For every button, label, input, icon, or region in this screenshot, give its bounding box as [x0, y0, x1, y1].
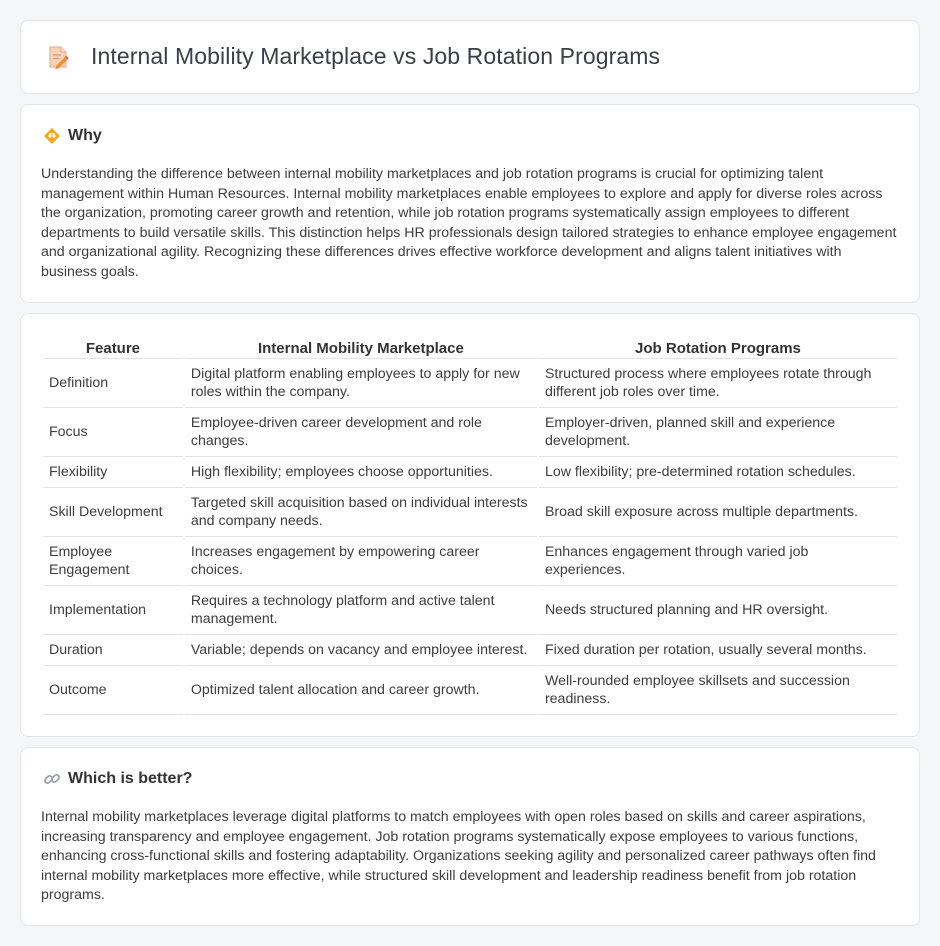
page-title: Internal Mobility Marketplace vs Job Rotation Programs: [91, 43, 661, 69]
why-text: Understanding the difference between internal mobility marketplaces and job rotation programs is crucial for optimizing talent management within Human Resources. Internal mobility marketplaces enable employees to explore and apply for diverse roles across the organization, promoting career growth and retention, while job rotation programs systematically assign employees to different departments to build versatile skills. This distinction helps HR professionals design tailored strategies to enhance employee engagement and organizational agility. Recognizing these differences drives effective workforce development and aligns talent initiatives with business goals.: [41, 166, 897, 280]
table-row: [43, 666, 897, 715]
column-header-rotation: Job Rotation Programs: [539, 334, 897, 359]
feature-cell: Skill Development: [43, 488, 183, 537]
marketplace-cell: High flexibility; employees choose opportunities.: [185, 457, 537, 488]
title-row: [45, 43, 660, 70]
table-row: [43, 488, 897, 537]
marketplace-cell: Optimized talent allocation and career growth.: [185, 666, 537, 715]
link-icon: [43, 770, 61, 788]
column-header-marketplace: Internal Mobility Marketplace: [185, 334, 537, 359]
feature-cell: Employee Engagement: [43, 537, 183, 586]
header-card: [20, 20, 920, 94]
marketplace-cell: Requires a technology platform and active talent management.: [185, 586, 537, 635]
table-row: [43, 537, 897, 586]
table-row: [43, 586, 897, 635]
marketplace-cell: Increases engagement by empowering career choices.: [185, 537, 537, 586]
why-heading: [43, 127, 102, 145]
comparison-table: [41, 334, 899, 715]
rotation-cell: Needs structured planning and HR oversight.: [539, 586, 897, 635]
table-row: [43, 359, 897, 408]
better-text: Internal mobility marketplaces leverage digital platforms to match employees with open roles based on skills and career aspirations, increasing transparency and employee engagement. Job rotation programs systematically expose employees to various functions, enhancing cross-functional skills and fostering adaptability. Organizations seeking agility and personalized career pathways often find internal mobility marketplaces more effective, while structured skill development and leadership readiness benefit from job rotation programs.: [41, 809, 876, 903]
why-section: [20, 104, 920, 303]
rotation-cell: Fixed duration per rotation, usually several months.: [539, 635, 897, 666]
rotation-cell: Low flexibility; pre-determined rotation schedules.: [539, 457, 897, 488]
feature-cell: Definition: [43, 359, 183, 408]
feature-cell: Focus: [43, 408, 183, 457]
rotation-cell: Broad skill exposure across multiple departments.: [539, 488, 897, 537]
marketplace-cell: Targeted skill acquisition based on individual interests and company needs.: [185, 488, 537, 537]
column-header-feature: Feature: [43, 334, 183, 359]
feature-cell: Implementation: [43, 586, 183, 635]
table-header-row: [43, 334, 897, 359]
rotation-cell: Well-rounded employee skillsets and succession readiness.: [539, 666, 897, 715]
table-row: [43, 457, 897, 488]
marketplace-cell: Variable; depends on vacancy and employee interest.: [185, 635, 537, 666]
why-title: Why: [68, 127, 102, 144]
rotation-cell: Structured process where employees rotate through different job roles over time.: [539, 359, 897, 408]
feature-cell: Outcome: [43, 666, 183, 715]
marketplace-cell: Employee-driven career development and role changes.: [185, 408, 537, 457]
rotation-cell: Enhances engagement through varied job experiences.: [539, 537, 897, 586]
better-heading: [43, 770, 192, 788]
comparison-section: [20, 313, 920, 737]
feature-cell: Flexibility: [43, 457, 183, 488]
which-is-better-section: [20, 747, 920, 926]
better-title: Which is better?: [68, 770, 193, 787]
feature-cell: Duration: [43, 635, 183, 666]
lightbulb-diamond-icon: [43, 127, 61, 145]
table-row: [43, 635, 897, 666]
table-row: [43, 408, 897, 457]
marketplace-cell: Digital platform enabling employees to apply for new roles within the company.: [185, 359, 537, 408]
document-pencil-icon: [45, 44, 71, 70]
rotation-cell: Employer-driven, planned skill and experience development.: [539, 408, 897, 457]
